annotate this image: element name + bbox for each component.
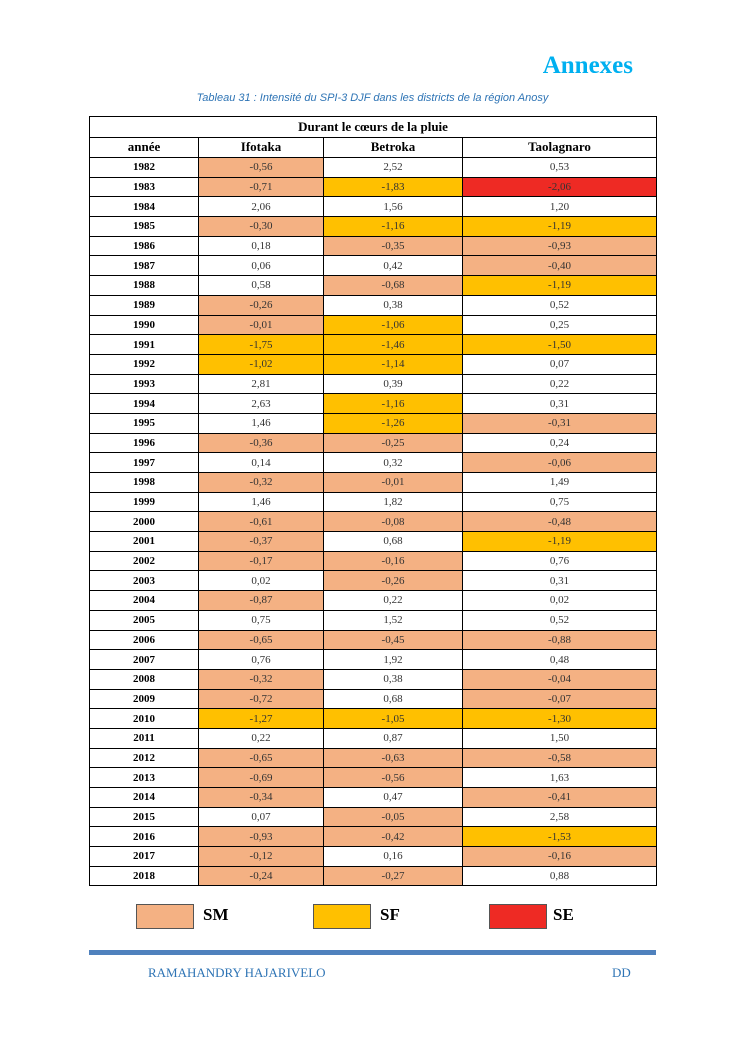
- value-cell-betroka: -1,83: [324, 177, 463, 197]
- value-cell-ifotaka: -1,02: [199, 354, 324, 374]
- table-row: [90, 394, 657, 414]
- table-row: [90, 728, 657, 748]
- value-cell-ifotaka: -0,30: [199, 217, 324, 237]
- year-cell: 2004: [90, 591, 199, 611]
- value-cell-taolagnaro: -1,19: [463, 532, 657, 552]
- footer-right: DD: [612, 965, 631, 980]
- year-cell: 2009: [90, 689, 199, 709]
- value-cell-taolagnaro: 0,48: [463, 650, 657, 670]
- value-cell-betroka: 0,16: [324, 847, 463, 867]
- table-row: [90, 709, 657, 729]
- value-cell-taolagnaro: 1,49: [463, 473, 657, 493]
- value-cell-taolagnaro: -0,88: [463, 630, 657, 650]
- value-cell-taolagnaro: 1,63: [463, 768, 657, 788]
- value-cell-taolagnaro: 0,88: [463, 866, 657, 886]
- value-cell-ifotaka: -0,34: [199, 788, 324, 808]
- group-header: Durant le cœurs de la pluie: [90, 117, 657, 138]
- table-row: [90, 768, 657, 788]
- table-row: [90, 197, 657, 217]
- value-cell-taolagnaro: 0,24: [463, 433, 657, 453]
- value-cell-taolagnaro: -0,04: [463, 669, 657, 689]
- value-cell-taolagnaro: 2,58: [463, 807, 657, 827]
- year-cell: 1986: [90, 236, 199, 256]
- value-cell-ifotaka: 2,06: [199, 197, 324, 217]
- spi-table: [89, 116, 657, 886]
- year-cell: 1993: [90, 374, 199, 394]
- year-cell: 2002: [90, 551, 199, 571]
- value-cell-betroka: 0,38: [324, 669, 463, 689]
- value-cell-betroka: -0,35: [324, 236, 463, 256]
- value-cell-betroka: -0,01: [324, 473, 463, 493]
- value-cell-taolagnaro: -0,93: [463, 236, 657, 256]
- value-cell-betroka: 1,92: [324, 650, 463, 670]
- value-cell-taolagnaro: 1,50: [463, 728, 657, 748]
- table-caption: Tableau 31 : Intensité du SPI-3 DJF dans les districts de la région Anosy: [196, 92, 549, 104]
- value-cell-betroka: -0,26: [324, 571, 463, 591]
- value-cell-taolagnaro: -1,19: [463, 217, 657, 237]
- value-cell-ifotaka: -0,93: [199, 827, 324, 847]
- year-cell: 2008: [90, 669, 199, 689]
- value-cell-ifotaka: -0,36: [199, 433, 324, 453]
- value-cell-taolagnaro: -0,40: [463, 256, 657, 276]
- value-cell-taolagnaro: -0,41: [463, 788, 657, 808]
- value-cell-betroka: 0,68: [324, 532, 463, 552]
- table-row: [90, 532, 657, 552]
- value-cell-ifotaka: -0,61: [199, 512, 324, 532]
- table-row: [90, 295, 657, 315]
- year-cell: 2000: [90, 512, 199, 532]
- year-cell: 1984: [90, 197, 199, 217]
- value-cell-ifotaka: -0,32: [199, 473, 324, 493]
- value-cell-ifotaka: 0,58: [199, 276, 324, 296]
- value-cell-ifotaka: -0,37: [199, 532, 324, 552]
- table-row: [90, 236, 657, 256]
- value-cell-betroka: 0,87: [324, 728, 463, 748]
- table-row: [90, 512, 657, 532]
- year-cell: 1994: [90, 394, 199, 414]
- value-cell-ifotaka: 0,75: [199, 610, 324, 630]
- year-cell: 1989: [90, 295, 199, 315]
- legend-swatch-se: [489, 904, 547, 929]
- value-cell-taolagnaro: 0,52: [463, 295, 657, 315]
- value-cell-betroka: -1,46: [324, 335, 463, 355]
- table-row: [90, 866, 657, 886]
- value-cell-taolagnaro: 0,07: [463, 354, 657, 374]
- value-cell-taolagnaro: 0,52: [463, 610, 657, 630]
- table-row: [90, 413, 657, 433]
- value-cell-betroka: -1,05: [324, 709, 463, 729]
- table-row: [90, 788, 657, 808]
- value-cell-betroka: 0,32: [324, 453, 463, 473]
- year-cell: 2006: [90, 630, 199, 650]
- value-cell-betroka: 1,52: [324, 610, 463, 630]
- column-header-taolagnaro: Taolagnaro: [463, 137, 657, 158]
- legend-label-se: SE: [553, 905, 574, 924]
- value-cell-taolagnaro: 0,75: [463, 492, 657, 512]
- table-row: [90, 630, 657, 650]
- value-cell-ifotaka: -0,72: [199, 689, 324, 709]
- value-cell-betroka: -0,25: [324, 433, 463, 453]
- value-cell-betroka: -0,42: [324, 827, 463, 847]
- value-cell-taolagnaro: 0,53: [463, 158, 657, 178]
- value-cell-betroka: -1,06: [324, 315, 463, 335]
- value-cell-ifotaka: -0,71: [199, 177, 324, 197]
- table-row: [90, 610, 657, 630]
- year-cell: 2014: [90, 788, 199, 808]
- table-row: [90, 158, 657, 178]
- value-cell-ifotaka: -0,01: [199, 315, 324, 335]
- legend-label-sm: SM: [203, 905, 229, 924]
- value-cell-ifotaka: 0,22: [199, 728, 324, 748]
- year-cell: 2011: [90, 728, 199, 748]
- value-cell-taolagnaro: -1,53: [463, 827, 657, 847]
- value-cell-ifotaka: 0,14: [199, 453, 324, 473]
- table-row: [90, 217, 657, 237]
- table-row: [90, 669, 657, 689]
- value-cell-betroka: -0,16: [324, 551, 463, 571]
- value-cell-ifotaka: -0,24: [199, 866, 324, 886]
- value-cell-taolagnaro: 0,31: [463, 571, 657, 591]
- value-cell-ifotaka: 0,02: [199, 571, 324, 591]
- value-cell-betroka: 2,52: [324, 158, 463, 178]
- column-header-ifotaka: Ifotaka: [199, 137, 324, 158]
- value-cell-taolagnaro: -0,58: [463, 748, 657, 768]
- value-cell-taolagnaro: 1,20: [463, 197, 657, 217]
- value-cell-taolagnaro: -0,48: [463, 512, 657, 532]
- year-cell: 2013: [90, 768, 199, 788]
- column-header-betroka: Betroka: [324, 137, 463, 158]
- value-cell-ifotaka: 2,63: [199, 394, 324, 414]
- value-cell-betroka: -1,16: [324, 217, 463, 237]
- value-cell-taolagnaro: -2,06: [463, 177, 657, 197]
- year-cell: 1988: [90, 276, 199, 296]
- value-cell-ifotaka: 2,81: [199, 374, 324, 394]
- value-cell-betroka: -0,56: [324, 768, 463, 788]
- value-cell-taolagnaro: -0,07: [463, 689, 657, 709]
- year-cell: 1991: [90, 335, 199, 355]
- table-row: [90, 433, 657, 453]
- year-cell: 2003: [90, 571, 199, 591]
- legend-swatch-sf: [313, 904, 371, 929]
- value-cell-betroka: 0,47: [324, 788, 463, 808]
- value-cell-ifotaka: 1,46: [199, 413, 324, 433]
- value-cell-betroka: -1,16: [324, 394, 463, 414]
- value-cell-ifotaka: 1,46: [199, 492, 324, 512]
- value-cell-ifotaka: -0,69: [199, 768, 324, 788]
- table-row: [90, 256, 657, 276]
- value-cell-taolagnaro: 0,31: [463, 394, 657, 414]
- value-cell-taolagnaro: 0,22: [463, 374, 657, 394]
- value-cell-betroka: 0,42: [324, 256, 463, 276]
- table-row: [90, 453, 657, 473]
- year-cell: 1987: [90, 256, 199, 276]
- year-cell: 1990: [90, 315, 199, 335]
- footer-divider: [89, 950, 656, 955]
- value-cell-taolagnaro: -1,19: [463, 276, 657, 296]
- value-cell-ifotaka: 0,07: [199, 807, 324, 827]
- table-row: [90, 847, 657, 867]
- value-cell-taolagnaro: -0,06: [463, 453, 657, 473]
- value-cell-ifotaka: -0,12: [199, 847, 324, 867]
- value-cell-betroka: 0,68: [324, 689, 463, 709]
- table-row: [90, 571, 657, 591]
- legend-label-sf: SF: [380, 905, 400, 924]
- value-cell-ifotaka: -0,26: [199, 295, 324, 315]
- value-cell-betroka: 0,38: [324, 295, 463, 315]
- table-row: [90, 591, 657, 611]
- column-header-annee: année: [90, 137, 199, 158]
- value-cell-ifotaka: 0,76: [199, 650, 324, 670]
- value-cell-betroka: -0,63: [324, 748, 463, 768]
- year-cell: 1992: [90, 354, 199, 374]
- value-cell-taolagnaro: -1,30: [463, 709, 657, 729]
- year-cell: 2015: [90, 807, 199, 827]
- year-cell: 1996: [90, 433, 199, 453]
- value-cell-betroka: 1,82: [324, 492, 463, 512]
- value-cell-taolagnaro: 0,25: [463, 315, 657, 335]
- year-cell: 2005: [90, 610, 199, 630]
- value-cell-ifotaka: -0,17: [199, 551, 324, 571]
- table-row: [90, 276, 657, 296]
- table-row: [90, 748, 657, 768]
- value-cell-taolagnaro: 0,02: [463, 591, 657, 611]
- value-cell-ifotaka: -0,65: [199, 748, 324, 768]
- year-cell: 1983: [90, 177, 199, 197]
- table-row: [90, 374, 657, 394]
- year-cell: 2016: [90, 827, 199, 847]
- year-cell: 1995: [90, 413, 199, 433]
- value-cell-taolagnaro: -1,50: [463, 335, 657, 355]
- year-cell: 2012: [90, 748, 199, 768]
- table-row: [90, 689, 657, 709]
- year-cell: 1998: [90, 473, 199, 493]
- table-row: [90, 807, 657, 827]
- value-cell-betroka: 0,39: [324, 374, 463, 394]
- table-row: [90, 335, 657, 355]
- value-cell-betroka: -0,08: [324, 512, 463, 532]
- legend-swatch-sm: [136, 904, 194, 929]
- table-row: [90, 473, 657, 493]
- value-cell-betroka: -0,27: [324, 866, 463, 886]
- table-row: [90, 315, 657, 335]
- value-cell-betroka: -0,05: [324, 807, 463, 827]
- value-cell-ifotaka: 0,18: [199, 236, 324, 256]
- table-row: [90, 650, 657, 670]
- table-row: [90, 354, 657, 374]
- year-cell: 1982: [90, 158, 199, 178]
- value-cell-ifotaka: -1,75: [199, 335, 324, 355]
- year-cell: 1985: [90, 217, 199, 237]
- footer-author: RAMAHANDRY HAJARIVELO: [148, 965, 326, 980]
- value-cell-ifotaka: -0,87: [199, 591, 324, 611]
- value-cell-taolagnaro: 0,76: [463, 551, 657, 571]
- year-cell: 1999: [90, 492, 199, 512]
- year-cell: 2017: [90, 847, 199, 867]
- table-row: [90, 827, 657, 847]
- year-cell: 1997: [90, 453, 199, 473]
- value-cell-ifotaka: 0,06: [199, 256, 324, 276]
- value-cell-ifotaka: -0,65: [199, 630, 324, 650]
- year-cell: 2001: [90, 532, 199, 552]
- table-row: [90, 551, 657, 571]
- value-cell-betroka: -1,26: [324, 413, 463, 433]
- value-cell-betroka: 0,22: [324, 591, 463, 611]
- table-row: [90, 177, 657, 197]
- value-cell-taolagnaro: -0,31: [463, 413, 657, 433]
- section-heading: Annexes: [542, 52, 633, 79]
- value-cell-ifotaka: -1,27: [199, 709, 324, 729]
- table-row: [90, 492, 657, 512]
- value-cell-betroka: -0,45: [324, 630, 463, 650]
- year-cell: 2018: [90, 866, 199, 886]
- value-cell-betroka: -1,14: [324, 354, 463, 374]
- year-cell: 2007: [90, 650, 199, 670]
- value-cell-betroka: -0,68: [324, 276, 463, 296]
- year-cell: 2010: [90, 709, 199, 729]
- value-cell-betroka: 1,56: [324, 197, 463, 217]
- value-cell-ifotaka: -0,56: [199, 158, 324, 178]
- value-cell-taolagnaro: -0,16: [463, 847, 657, 867]
- value-cell-ifotaka: -0,32: [199, 669, 324, 689]
